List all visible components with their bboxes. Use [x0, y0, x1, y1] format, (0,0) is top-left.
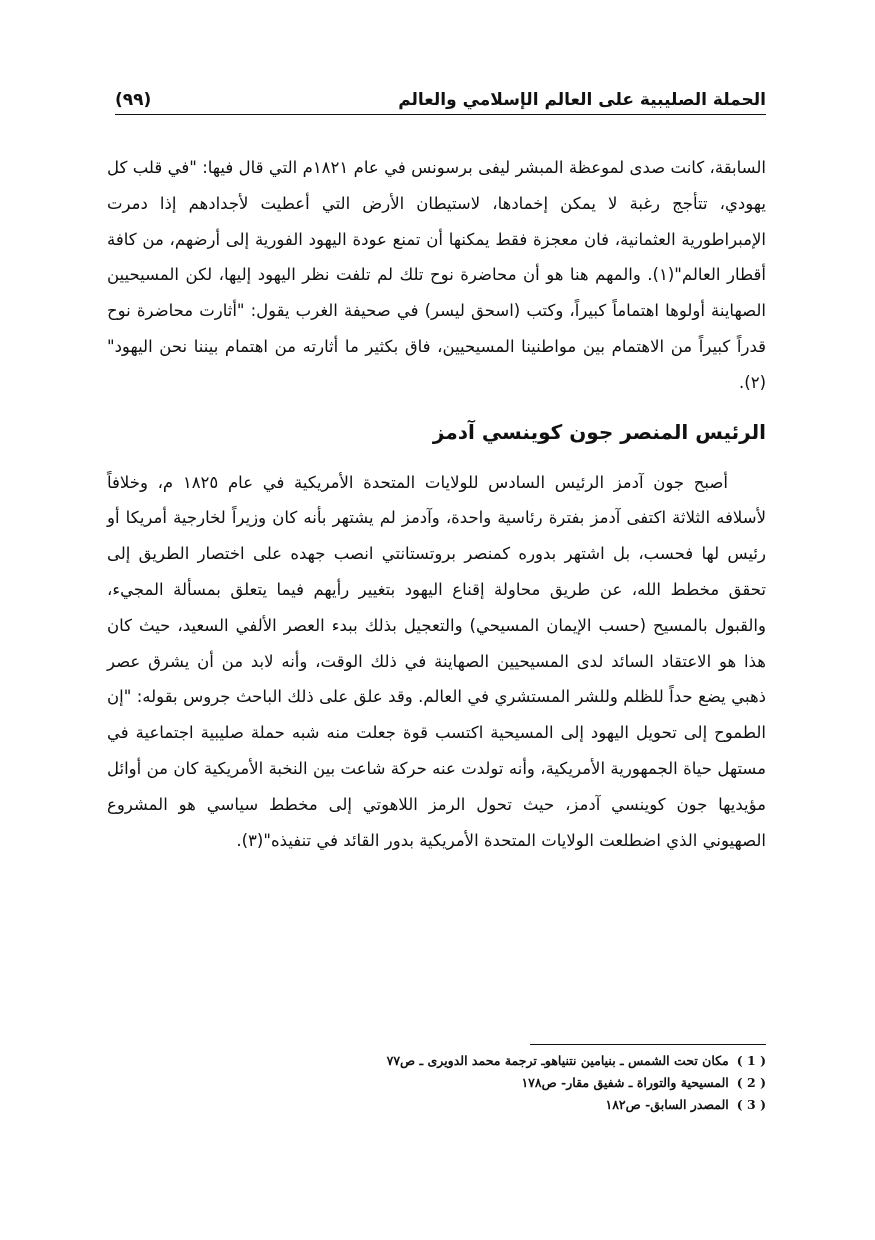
footnotes	[290, 1050, 766, 1116]
footnote-divider	[530, 1044, 766, 1045]
footnote-text: المصدر السابق- ص١٨٢	[605, 1097, 729, 1112]
footnote-marker: ( 3 )	[736, 1097, 766, 1112]
body-text	[107, 150, 766, 858]
paragraph: أصبح جون آدمز الرئيس السادس للولايات المتحدة الأمريكية في عام ١٨٢٥ م، وخلافاً لأسلافه الثلاثة اكتفى آدمز بفترة رئاسية واحدة، وآدمز لم يشتهر بأنه كان وزيراً لخارجية أمريكا أو رئيس لها فحسب، بل اشتهر بدوره كمنصر بروتستانتي انصب جهده على اختصار الطريق إلى تحقق مخطط الله، عن طريق محاولة إقناع اليهود بتغيير رأيهم فيما يتعلق بمسألة المجيء، والقبول بالمسيح (حسب الإيمان المسيحي) والتعجيل بذلك ببدء العصر الألفي السعيد، حيث كان هذا هو الاعتقاد السائد لدى المسيحيين الصهاينة في ذلك الوقت، وأنه لابد من أن يشرق عصر ذهبي يضع حداً للظلم وللشر المستشري في العالم. وقد علق على ذلك الباحث جروس بقوله: "إن الطموح إلى تحويل اليهود إلى المسيحية اكتسب قوة جعلت منه شبه حملة صليبية اجتماعية في مستهل حياة الجمهورية الأمريكية، وأنه تولدت عنه حركة شاعت بين النخبة الأمريكية كان من أوائل مؤيديها جون كوينسي آدمز، حيث تحول الرمز اللاهوتي إلى مخطط سياسي هو المشروع الصهيوني الذي اضطلعت الولايات المتحدة الأمريكية بدور القائد في تنفيذه"(٣).	[107, 472, 766, 850]
footnote-item	[290, 1072, 766, 1094]
paragraph: السابقة، كانت صدى لموعظة المبشر ليفى برسونس في عام ١٨٢١م التي قال فيها: "في قلب كل يهودي، تتأجج رغبة لا يمكن إخمادها، لاستيطان الأرض التي أعطيت لأجدادهم إذا دمرت الإمبراطورية العثمانية، فان معجزة فقط يمكنها أن تمنع عودة اليهود الفورية إلى أرضهم، من كافة أقطار العالم"(١). والمهم هنا هو أن محاضرة نوح تلك لم تلفت نظر اليهود إليها، لكن المسيحيين الصهاينة أولوها اهتماماً كبيراً، وكتب (اسحق ليسر) في صحيفة الغرب يقول: "أثارت محاضرة نوح قدراً كبيراً من الاهتمام بين مواطنينا المسيحيين، فاق بكثير ما أثارته من اهتمام بيننا نحن اليهود"(٢).	[107, 158, 767, 392]
running-title: الحملة الصليبية على العالم الإسلامي والعالم	[398, 90, 766, 110]
section-heading: الرئيس المنصر جون كوينسي آدمز	[432, 419, 766, 444]
footnote-text: المسيحية والتوراة ـ شفيق مقار- ص١٧٨	[521, 1075, 729, 1090]
footnote-marker: ( 1 )	[736, 1053, 766, 1068]
footnote-item	[290, 1094, 766, 1116]
page-number: (٩٩)	[115, 90, 152, 110]
footnote-marker: ( 2 )	[736, 1075, 766, 1090]
page-header	[115, 86, 766, 115]
footnote-text: مكان تحت الشمس ـ بنيامين نتنياهوـ ترجمة محمد الدويرى ـ ص٧٧	[386, 1053, 729, 1068]
footnote-item	[290, 1050, 766, 1072]
